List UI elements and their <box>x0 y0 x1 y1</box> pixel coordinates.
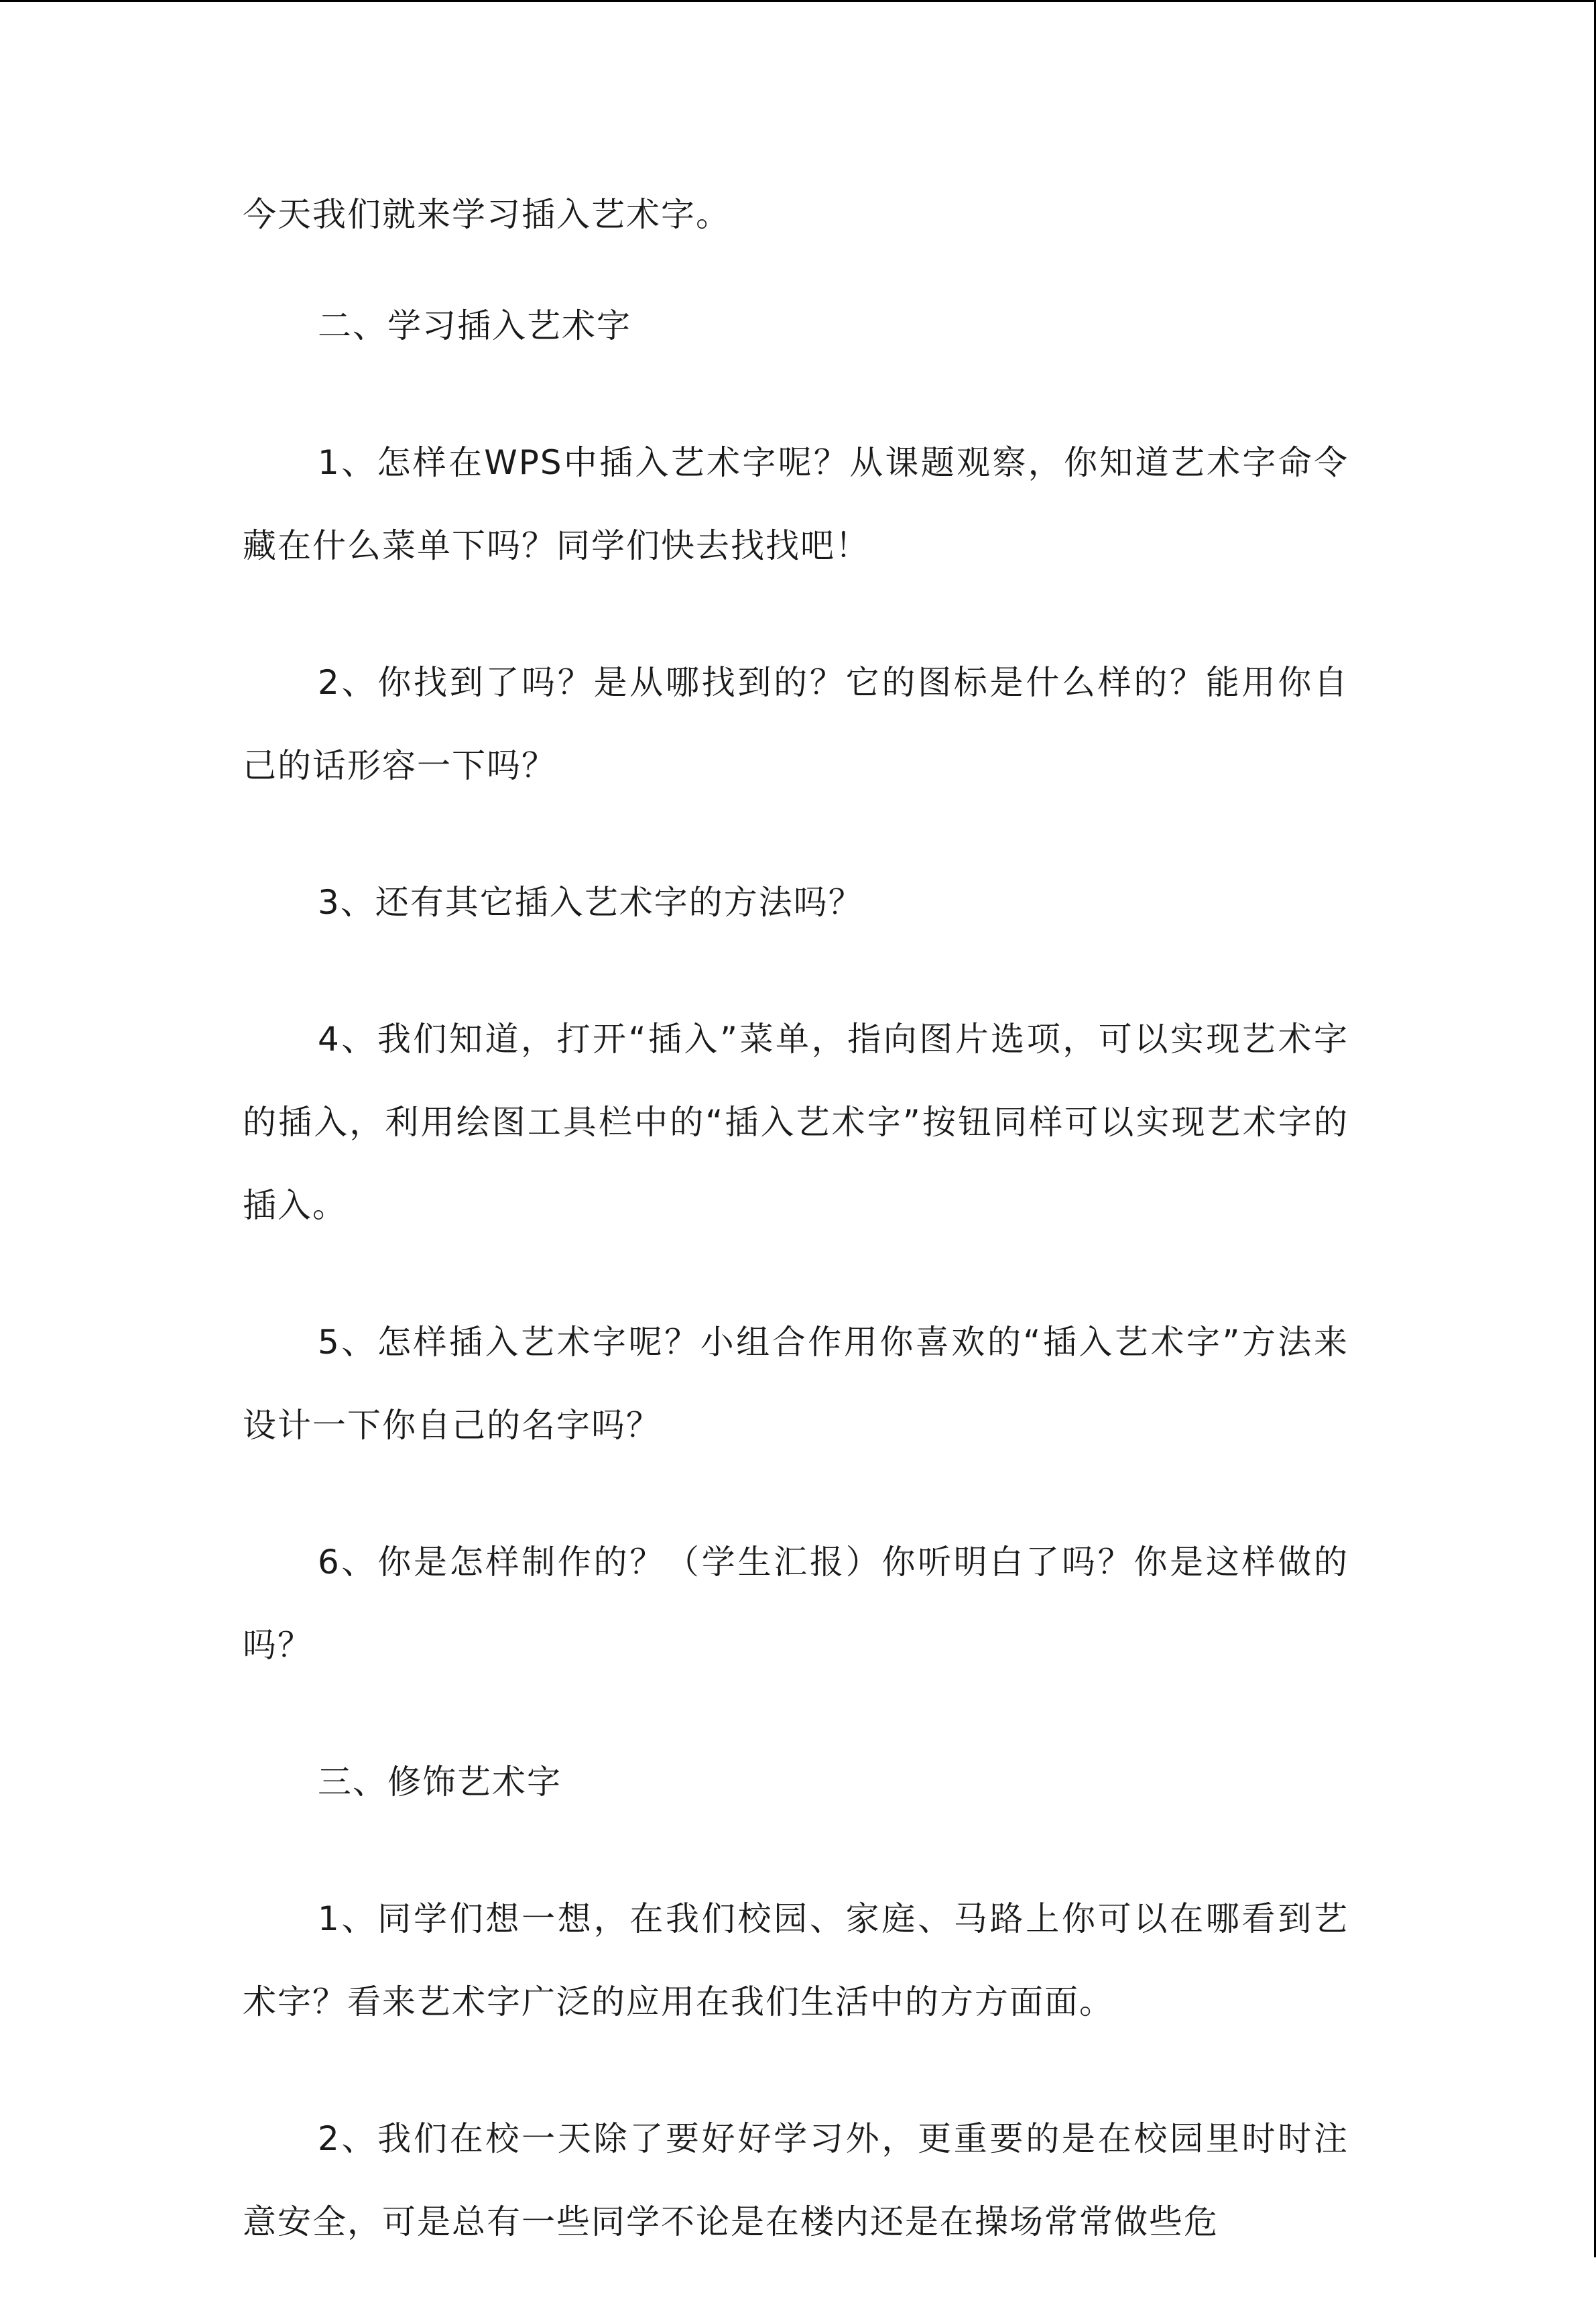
section-heading-insert-wordart: 二、学习插入艺术字 <box>318 306 631 345</box>
section-heading-decorate-wordart: 三、修饰艺术字 <box>318 1763 562 1801</box>
paragraph-decorate-1: 1、同学们想一想，在我们校园、家庭、马路上你可以在哪看到艺术字？看来艺术字广泛的应用在我们生活中的方方面面。 <box>243 1899 1349 2021</box>
document-body <box>243 173 1349 2317</box>
paragraph-step-5: 5、怎样插入艺术字呢？小组合作用你喜欢的“插入艺术字”方法来设计一下你自己的名字吗？ <box>243 1323 1349 1445</box>
paragraph-step-4: 4、我们知道，打开“插入”菜单，指向图片选项，可以实现艺术字的插入，利用绘图工具栏中的“插入艺术字”按钮同样可以实现艺术字的插入。 <box>243 1020 1349 1225</box>
paragraph-step-6: 6、你是怎样制作的？（学生汇报）你听明白了吗？你是这样做的吗？ <box>243 1543 1349 1665</box>
paragraph-step-3: 3、还有其它插入艺术字的方法吗？ <box>318 883 863 922</box>
paragraph-step-2: 2、你找到了吗？是从哪找到的？它的图标是什么样的？能用你自己的话形容一下吗？ <box>243 663 1349 785</box>
paragraph-intro-continuation: 今天我们就来学习插入艺术字。 <box>243 195 731 234</box>
paragraph-step-1: 1、怎样在WPS中插入艺术字呢？从课题观察，你知道艺术字命令藏在什么菜单下吗？同学们快去找找吧！ <box>243 443 1349 565</box>
paragraph-decorate-2: 2、我们在校一天除了要好好学习外，更重要的是在校园里时时注意安全，可是总有一些同学不论是在楼内还是在操场常常做些危 <box>243 2119 1349 2241</box>
